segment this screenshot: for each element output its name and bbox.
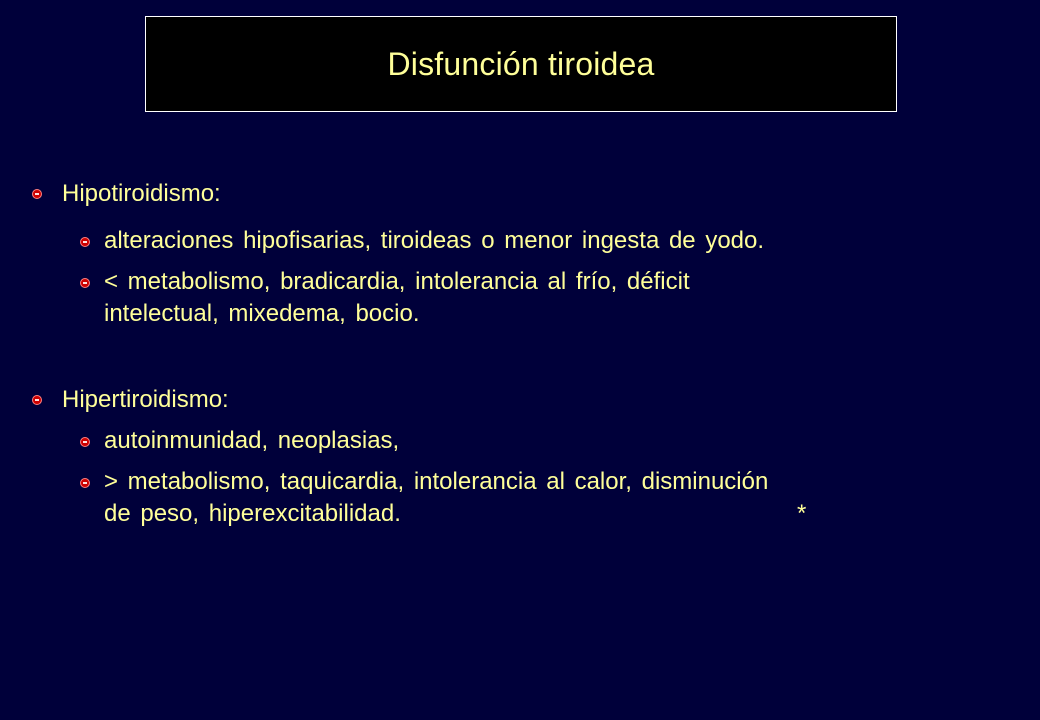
slide-title: Disfunción tiroidea	[387, 45, 655, 82]
hyper-symptoms-line-1: > metabolismo, taquicardia, intolerancia al calor, disminución	[104, 468, 769, 495]
title-box	[145, 16, 897, 112]
bullet-hypo-causes	[104, 225, 984, 257]
hyper-symptoms-line-2: de peso, hiperexcitabilidad.	[104, 500, 401, 527]
hypo-causes-text: alteraciones hipofisarias, tiroideas o menor ingesta de yodo.	[104, 227, 765, 254]
hypo-symptoms-line-1: < metabolismo, bradicardia, intolerancia al frío, déficit	[104, 268, 690, 295]
hyper-causes-text: autoinmunidad, neoplasias,	[104, 427, 400, 454]
hypo-symptoms-line-2: intelectual, mixedema, bocio.	[104, 300, 420, 327]
footnote-asterisk: *	[797, 500, 807, 527]
bullet-hyper-symptoms	[104, 466, 984, 530]
bullet-hypothyroidism	[62, 178, 221, 210]
bullet-hypo-symptoms	[104, 266, 984, 330]
bullet-dot-icon	[80, 478, 90, 488]
hypothyroidism-heading: Hipotiroidismo:	[62, 180, 221, 207]
bullet-dot-icon	[80, 437, 90, 447]
hyperthyroidism-heading: Hipertiroidismo:	[62, 386, 229, 413]
bullet-dot-icon	[80, 278, 90, 288]
bullet-dot-icon	[32, 189, 42, 199]
bullet-dot-icon	[32, 395, 42, 405]
bullet-dot-icon	[80, 237, 90, 247]
bullet-hyper-causes	[104, 425, 984, 457]
bullet-hyperthyroidism	[62, 384, 229, 416]
